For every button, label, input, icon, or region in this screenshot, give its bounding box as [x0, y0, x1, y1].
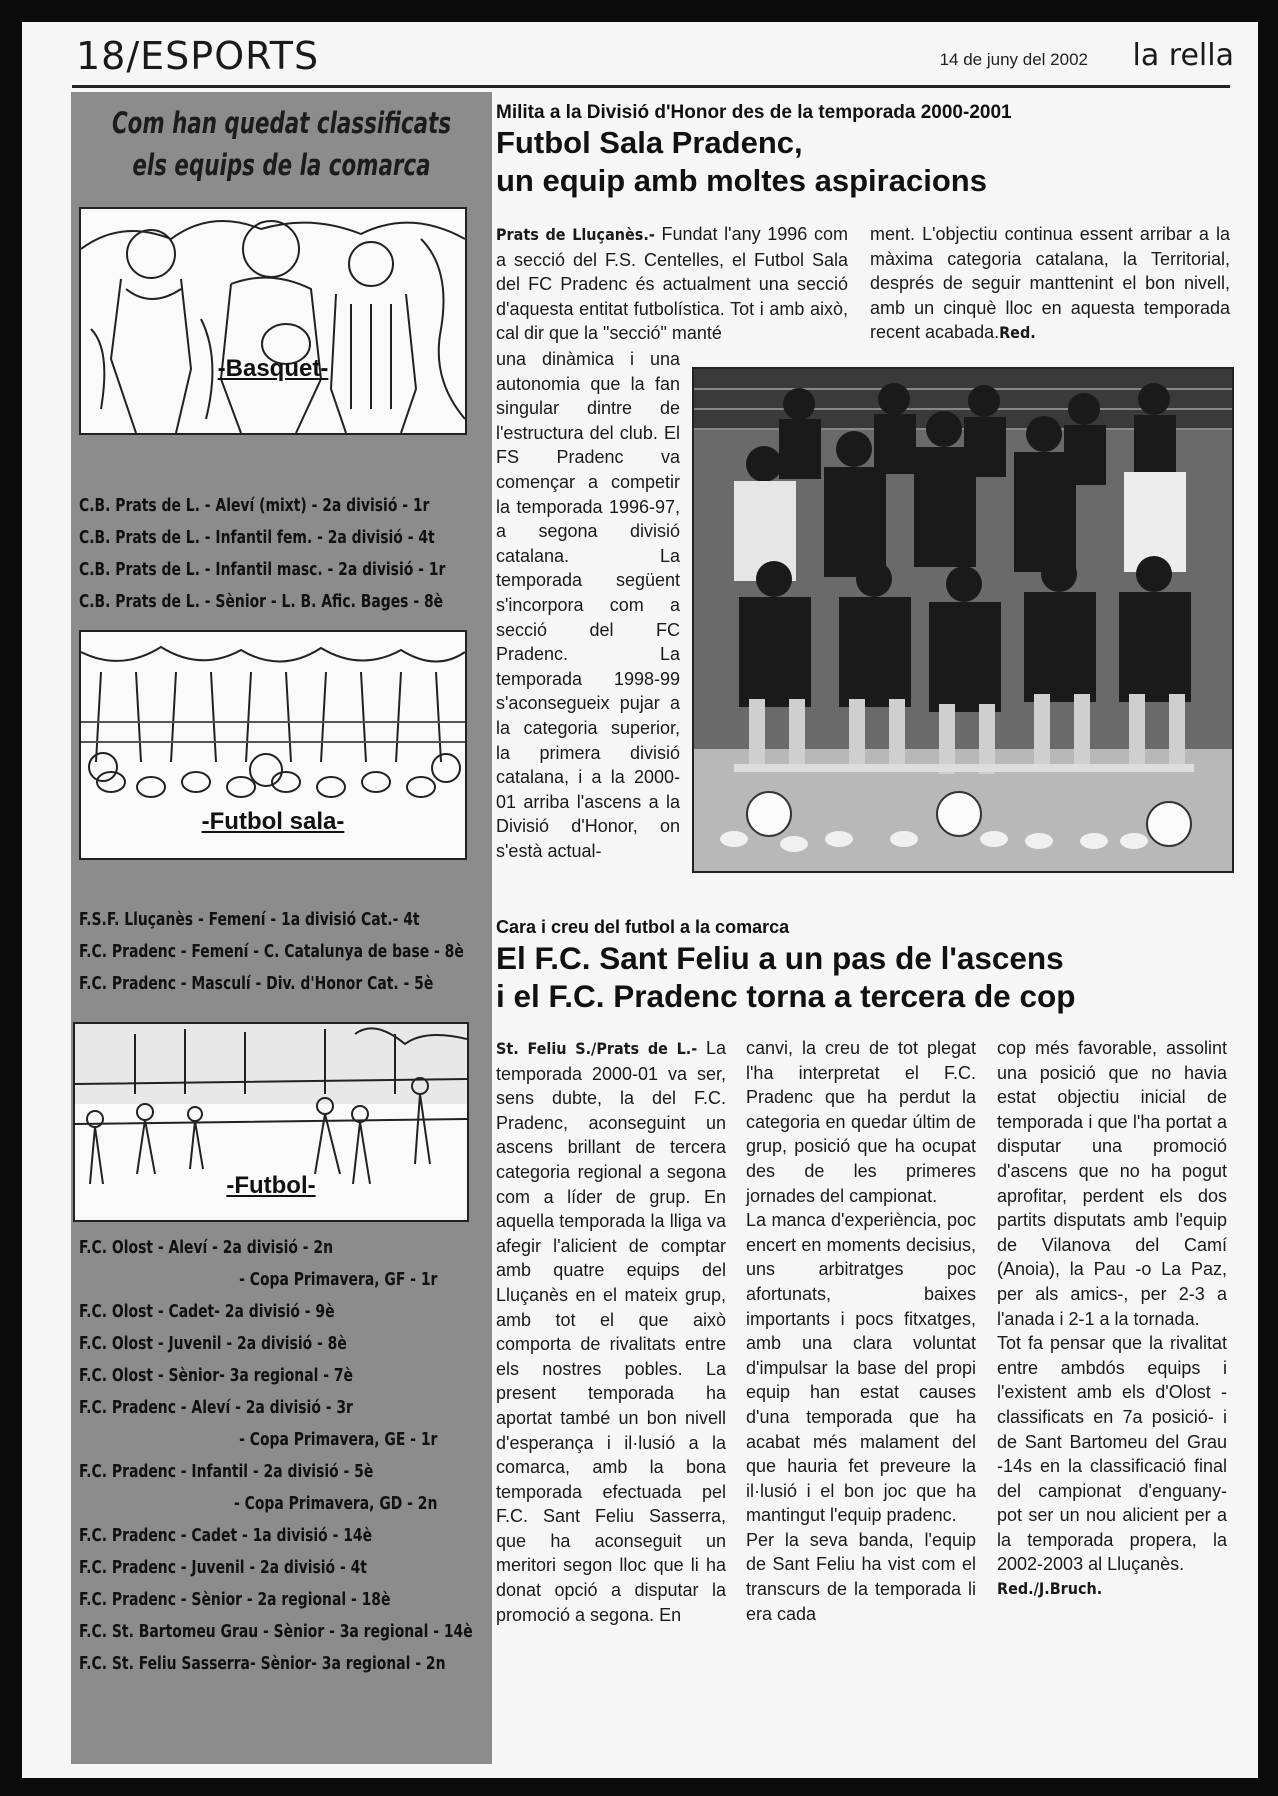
article1-col2	[870, 222, 1230, 346]
basketball-results	[79, 490, 489, 618]
futsal-results	[79, 904, 489, 1000]
sidebar-title	[109, 102, 454, 186]
article1-col1-lead	[496, 222, 848, 346]
sidebar-title-line2: els equips de la comarca	[132, 148, 431, 182]
football-label: -Futbol-	[226, 1172, 316, 1199]
article1-col1-narrow: una dinàmica i una autonomia que la fan singular dintre de l'estructura del club. El FS Pradenc va començar a competir la temporada 1996-97, a segona divisió catalana. La temporada següent s'incorpora com a secció del FC Pradenc. La temporada 1998-99 s'aconsegueix pujar a la categoria superior, la primera divisió catalana, i a la 2000-01 arriba l'ascens a la Divisió d'Honor, on s'està actual-	[496, 349, 680, 861]
article2-col2	[746, 1036, 976, 1626]
result-row: F.C. Pradenc - Masculí - Div. d'Honor Cat. - 5è	[79, 973, 434, 994]
result-row: F.C. Pradenc - Femení - C. Catalunya de base - 8è	[79, 941, 464, 962]
article2-col2-paragraph: Per la seva banda, l'equip de Sant Feliu ha vist com el transcurs de la temporada li era cada	[746, 1529, 976, 1624]
result-row: F.S.F. Lluçanès - Femení - 1a divisió Cat.- 4t	[79, 909, 420, 930]
result-row: C.B. Prats de L. - Infantil fem. - 2a divisió - 4t	[79, 527, 435, 548]
result-row: F.C. Pradenc - Aleví - 2a divisió - 3r	[79, 1397, 353, 1418]
article2-col2-paragraph: canvi, la creu de tot plegat l'ha interpretat el F.C. Pradenc que ha perdut la categoria en quedar últim de grup, posició que ha ocupat des de les primeres jornades del campionat.	[746, 1038, 976, 1206]
newspaper-name: la rella	[1132, 38, 1234, 73]
result-row: - Copa Primavera, GF - 1r	[239, 1269, 438, 1290]
result-row: C.B. Prats de L. - Aleví (mixt) - 2a divisió - 1r	[79, 495, 430, 516]
section-title: 18/ESPORTS	[76, 34, 320, 78]
standings-sidebar	[71, 92, 492, 1764]
result-row: C.B. Prats de L. - Infantil masc. - 2a divisió - 1r	[79, 559, 446, 580]
result-row: C.B. Prats de L. - Sènior - L. B. Afic. Bages - 8è	[79, 591, 444, 612]
article2-headline-line2: i el F.C. Pradenc torna a tercera de cop	[496, 978, 1076, 1014]
result-row: F.C. Pradenc - Juvenil - 2a divisió - 4t	[79, 1557, 367, 1578]
basketball-label: -Basquet-	[217, 355, 329, 382]
futsal-photo	[79, 630, 467, 860]
result-row: F.C. Olost - Cadet- 2a divisió - 9è	[79, 1301, 335, 1322]
result-row: F.C. Olost - Juvenil - 2a divisió - 8è	[79, 1333, 347, 1354]
issue-date: 14 de juny del 2002	[939, 50, 1088, 69]
article2-col2-paragraph: La manca d'experiència, poc encert en moments decisius, uns arbitratges poc afortunats, baixes importants i pocs fitxatges, amb una clara voluntat d'impulsar la base del propi equip han estat causes d'una temporada que ha acabat més malament del que hauria fet preveure la il·lusió i el bon joc que ha mantingut l'equip pradenc.	[746, 1210, 976, 1526]
article2-signature: Red./J.Bruch.	[997, 1579, 1103, 1599]
team-photo	[692, 367, 1234, 873]
sidebar-title-line1: Com han quedat classificats	[111, 106, 452, 140]
result-row: F.C. St. Feliu Sasserra- Sènior- 3a regional - 2n	[79, 1653, 446, 1674]
article2-headline-line1: El F.C. Sant Feliu a un pas de l'ascens	[496, 940, 1064, 976]
article1-headline	[496, 124, 987, 200]
newspaper-page	[22, 22, 1258, 1778]
futsal-label: -Futbol sala-	[201, 808, 345, 835]
article2-headline	[496, 939, 1075, 1015]
result-row: - Copa Primavera, GD - 2n	[234, 1493, 438, 1514]
article1-kicker: Milita a la Divisió d'Honor des de la temporada 2000-2001	[496, 102, 1012, 123]
article1-col2-text: ment. L'objectiu continua essent arribar a la màxima categoria catalana, la Territorial, després de seguir manttenint el bon nivell, amb un cinquè lloc en aquesta temporada recent acabada.	[870, 224, 1230, 343]
article1-headline-line2: un equip amb moltes aspiracions	[496, 163, 987, 198]
result-row: F.C. St. Bartomeu Grau - Sènior - 3a regional - 14è	[79, 1621, 473, 1642]
article2-col3-paragraph: cop més favorable, assolint una posició que no havia estat objectiu inicial de temporada i que l'ha portat a disputar una promoció d'ascens que no ha pogut aprofitar, perdent els dos partits disputats amb l'equip de Vilanova del Camí (Anoia), la Pau -o La Paz, per als amics-, per 2-3 a l'anada i 2-1 a la tornada.	[997, 1038, 1227, 1329]
article1-headline-line1: Futbol Sala Pradenc,	[496, 125, 803, 160]
basketball-photo	[79, 207, 467, 435]
football-photo	[73, 1022, 469, 1222]
result-row: F.C. Pradenc - Infantil - 2a divisió - 5è	[79, 1461, 374, 1482]
result-row: F.C. Olost - Aleví - 2a divisió - 2n	[79, 1237, 334, 1258]
article1-signature: Red.	[999, 323, 1036, 343]
result-row: - Copa Primavera, GE - 1r	[239, 1429, 438, 1450]
header-rule	[72, 85, 1230, 88]
article2-col3-paragraph: Tot fa pensar que la rivalitat entre ambdós equips i l'existent amb els d'Olost -classificats en 7a posició- i de Sant Bartomeu del Grau -14s en la classificació final del campionat d'enguany- pot ser un nou alicient per a la temporada propera, la 2002-2003 al Lluçanès.	[997, 1333, 1227, 1575]
result-row: F.C. Olost - Sènior- 3a regional - 7è	[79, 1365, 353, 1386]
article2-col1	[496, 1036, 726, 1627]
article1-text: Fundat l'any 1996 com a secció del F.S. Centelles, el Futbol Sala del FC Pradenc és actualment una secció d'aquesta entitat futbolística. Tot i amb això, cal dir que la "secció" manté	[496, 224, 848, 344]
article2-kicker: Cara i creu del futbol a la comarca	[496, 917, 790, 937]
article2-byline: St. Feliu S./Prats de L.-	[496, 1039, 698, 1058]
article2-col1-text: La temporada 2000-01 va ser, sens dubte, la del F.C. Pradenc, aconseguint un ascens brillant de tercera categoria regional a segona com a líder de grup. En aquella temporada la lliga va afegir l'alicient de comptar amb quatre equips del Lluçanès en el mateix grup, amb tot el que això comporta de rivalitats entre els nostres pobles. La present temporada ha aportat també un bon nivell d'esperança i il·lusió a la comarca, amb la bona temporada efectuada pel F.C. Sant Feliu Sasserra, que ha aconseguit un meritori segon lloc que li ha donat opció a disputar la promoció a segona. En	[496, 1038, 727, 1625]
result-row: F.C. Pradenc - Cadet - 1a divisió - 14è	[79, 1525, 373, 1546]
result-row: F.C. Pradenc - Sènior - 2a regional - 18è	[79, 1589, 391, 1610]
article1-byline: Prats de Lluçanès.-	[496, 225, 655, 244]
article2-col3	[997, 1036, 1227, 1602]
football-results	[79, 1232, 489, 1680]
